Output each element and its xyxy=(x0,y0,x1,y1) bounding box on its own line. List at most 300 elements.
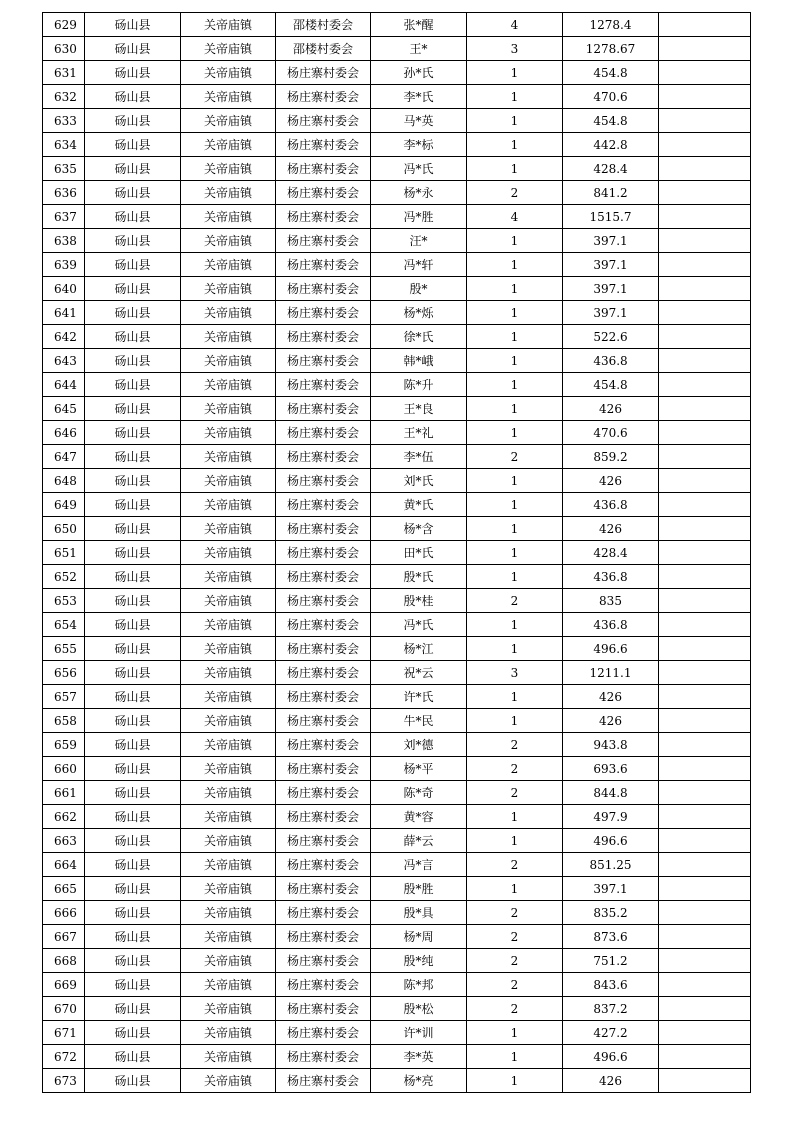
amount-cell: 454.8 xyxy=(563,61,659,85)
village-committee-cell: 杨庄寨村委会 xyxy=(276,661,371,685)
village-committee-cell: 杨庄寨村委会 xyxy=(276,1045,371,1069)
row-number-cell: 634 xyxy=(43,133,85,157)
name-cell: 殷* xyxy=(371,277,467,301)
county-cell: 砀山县 xyxy=(85,493,181,517)
county-cell: 砀山县 xyxy=(85,901,181,925)
town-cell: 关帝庙镇 xyxy=(181,277,276,301)
town-cell: 关帝庙镇 xyxy=(181,301,276,325)
table-row xyxy=(43,181,751,205)
table-row xyxy=(43,325,751,349)
row-number-cell: 644 xyxy=(43,373,85,397)
town-cell: 关帝庙镇 xyxy=(181,997,276,1021)
village-committee-cell: 杨庄寨村委会 xyxy=(276,973,371,997)
county-cell: 砀山县 xyxy=(85,133,181,157)
remarks-cell xyxy=(659,493,751,517)
table-row xyxy=(43,589,751,613)
town-cell: 关帝庙镇 xyxy=(181,1021,276,1045)
name-cell: 冯*胜 xyxy=(371,205,467,229)
village-committee-cell: 杨庄寨村委会 xyxy=(276,397,371,421)
village-committee-cell: 杨庄寨村委会 xyxy=(276,325,371,349)
name-cell: 杨*周 xyxy=(371,925,467,949)
household-size-cell: 1 xyxy=(467,133,563,157)
village-committee-cell: 杨庄寨村委会 xyxy=(276,469,371,493)
name-cell: 杨*平 xyxy=(371,757,467,781)
amount-cell: 397.1 xyxy=(563,229,659,253)
row-number-cell: 669 xyxy=(43,973,85,997)
household-size-cell: 1 xyxy=(467,565,563,589)
row-number-cell: 650 xyxy=(43,517,85,541)
name-cell: 殷*桂 xyxy=(371,589,467,613)
row-number-cell: 636 xyxy=(43,181,85,205)
county-cell: 砀山县 xyxy=(85,61,181,85)
village-committee-cell: 杨庄寨村委会 xyxy=(276,85,371,109)
amount-cell: 1515.7 xyxy=(563,205,659,229)
remarks-cell xyxy=(659,61,751,85)
table-row xyxy=(43,85,751,109)
remarks-cell xyxy=(659,757,751,781)
row-number-cell: 642 xyxy=(43,325,85,349)
town-cell: 关帝庙镇 xyxy=(181,157,276,181)
name-cell: 殷*纯 xyxy=(371,949,467,973)
village-committee-cell: 杨庄寨村委会 xyxy=(276,229,371,253)
name-cell: 杨*江 xyxy=(371,637,467,661)
county-cell: 砀山县 xyxy=(85,565,181,589)
table-row xyxy=(43,205,751,229)
county-cell: 砀山县 xyxy=(85,37,181,61)
town-cell: 关帝庙镇 xyxy=(181,637,276,661)
town-cell: 关帝庙镇 xyxy=(181,805,276,829)
village-committee-cell: 杨庄寨村委会 xyxy=(276,253,371,277)
amount-cell: 397.1 xyxy=(563,253,659,277)
village-committee-cell: 杨庄寨村委会 xyxy=(276,421,371,445)
table-row xyxy=(43,421,751,445)
town-cell: 关帝庙镇 xyxy=(181,181,276,205)
remarks-cell xyxy=(659,565,751,589)
county-cell: 砀山县 xyxy=(85,613,181,637)
household-size-cell: 1 xyxy=(467,109,563,133)
remarks-cell xyxy=(659,301,751,325)
row-number-cell: 645 xyxy=(43,397,85,421)
village-committee-cell: 杨庄寨村委会 xyxy=(276,1021,371,1045)
town-cell: 关帝庙镇 xyxy=(181,877,276,901)
county-cell: 砀山县 xyxy=(85,709,181,733)
town-cell: 关帝庙镇 xyxy=(181,565,276,589)
table-row xyxy=(43,757,751,781)
name-cell: 徐*氏 xyxy=(371,325,467,349)
county-cell: 砀山县 xyxy=(85,829,181,853)
county-cell: 砀山县 xyxy=(85,157,181,181)
household-size-cell: 1 xyxy=(467,85,563,109)
household-size-cell: 1 xyxy=(467,637,563,661)
household-size-cell: 1 xyxy=(467,517,563,541)
table-row xyxy=(43,517,751,541)
row-number-cell: 668 xyxy=(43,949,85,973)
row-number-cell: 632 xyxy=(43,85,85,109)
amount-cell: 1278.67 xyxy=(563,37,659,61)
amount-cell: 426 xyxy=(563,1069,659,1093)
row-number-cell: 673 xyxy=(43,1069,85,1093)
table-row xyxy=(43,301,751,325)
remarks-cell xyxy=(659,85,751,109)
remarks-cell xyxy=(659,157,751,181)
table-row xyxy=(43,1069,751,1093)
row-number-cell: 664 xyxy=(43,853,85,877)
household-size-cell: 2 xyxy=(467,997,563,1021)
household-size-cell: 3 xyxy=(467,37,563,61)
town-cell: 关帝庙镇 xyxy=(181,445,276,469)
table-row xyxy=(43,445,751,469)
county-cell: 砀山县 xyxy=(85,1021,181,1045)
county-cell: 砀山县 xyxy=(85,925,181,949)
village-committee-cell: 杨庄寨村委会 xyxy=(276,301,371,325)
village-committee-cell: 杨庄寨村委会 xyxy=(276,997,371,1021)
table-row xyxy=(43,925,751,949)
household-size-cell: 4 xyxy=(467,205,563,229)
table-row xyxy=(43,37,751,61)
town-cell: 关帝庙镇 xyxy=(181,61,276,85)
row-number-cell: 647 xyxy=(43,445,85,469)
household-size-cell: 2 xyxy=(467,949,563,973)
village-committee-cell: 杨庄寨村委会 xyxy=(276,613,371,637)
row-number-cell: 659 xyxy=(43,733,85,757)
table-row xyxy=(43,781,751,805)
county-cell: 砀山县 xyxy=(85,181,181,205)
household-size-cell: 1 xyxy=(467,421,563,445)
village-committee-cell: 杨庄寨村委会 xyxy=(276,157,371,181)
amount-cell: 436.8 xyxy=(563,613,659,637)
name-cell: 王*礼 xyxy=(371,421,467,445)
county-cell: 砀山县 xyxy=(85,469,181,493)
town-cell: 关帝庙镇 xyxy=(181,661,276,685)
household-size-cell: 1 xyxy=(467,541,563,565)
amount-cell: 851.25 xyxy=(563,853,659,877)
remarks-cell xyxy=(659,37,751,61)
row-number-cell: 643 xyxy=(43,349,85,373)
name-cell: 刘*德 xyxy=(371,733,467,757)
county-cell: 砀山县 xyxy=(85,301,181,325)
row-number-cell: 651 xyxy=(43,541,85,565)
county-cell: 砀山县 xyxy=(85,229,181,253)
table-row xyxy=(43,997,751,1021)
village-committee-cell: 邵楼村委会 xyxy=(276,37,371,61)
amount-cell: 454.8 xyxy=(563,373,659,397)
amount-cell: 943.8 xyxy=(563,733,659,757)
town-cell: 关帝庙镇 xyxy=(181,205,276,229)
table-row xyxy=(43,565,751,589)
table-row xyxy=(43,733,751,757)
town-cell: 关帝庙镇 xyxy=(181,973,276,997)
amount-cell: 843.6 xyxy=(563,973,659,997)
village-committee-cell: 杨庄寨村委会 xyxy=(276,685,371,709)
county-cell: 砀山县 xyxy=(85,757,181,781)
row-number-cell: 631 xyxy=(43,61,85,85)
remarks-cell xyxy=(659,589,751,613)
row-number-cell: 656 xyxy=(43,661,85,685)
table-row xyxy=(43,1045,751,1069)
table-body xyxy=(43,13,751,1093)
amount-cell: 841.2 xyxy=(563,181,659,205)
remarks-cell xyxy=(659,709,751,733)
town-cell: 关帝庙镇 xyxy=(181,397,276,421)
name-cell: 杨*亮 xyxy=(371,1069,467,1093)
county-cell: 砀山县 xyxy=(85,517,181,541)
household-size-cell: 2 xyxy=(467,589,563,613)
town-cell: 关帝庙镇 xyxy=(181,613,276,637)
table-row xyxy=(43,109,751,133)
town-cell: 关帝庙镇 xyxy=(181,925,276,949)
remarks-cell xyxy=(659,13,751,37)
county-cell: 砀山县 xyxy=(85,877,181,901)
name-cell: 杨*烁 xyxy=(371,301,467,325)
remarks-cell xyxy=(659,277,751,301)
household-size-cell: 2 xyxy=(467,901,563,925)
name-cell: 薛*云 xyxy=(371,829,467,853)
remarks-cell xyxy=(659,229,751,253)
amount-cell: 522.6 xyxy=(563,325,659,349)
row-number-cell: 663 xyxy=(43,829,85,853)
name-cell: 张*醒 xyxy=(371,13,467,37)
county-cell: 砀山县 xyxy=(85,325,181,349)
amount-cell: 751.2 xyxy=(563,949,659,973)
row-number-cell: 666 xyxy=(43,901,85,925)
table-row xyxy=(43,493,751,517)
town-cell: 关帝庙镇 xyxy=(181,709,276,733)
town-cell: 关帝庙镇 xyxy=(181,493,276,517)
town-cell: 关帝庙镇 xyxy=(181,901,276,925)
remarks-cell xyxy=(659,829,751,853)
row-number-cell: 667 xyxy=(43,925,85,949)
table-row xyxy=(43,373,751,397)
household-size-cell: 1 xyxy=(467,157,563,181)
name-cell: 李*氏 xyxy=(371,85,467,109)
village-committee-cell: 杨庄寨村委会 xyxy=(276,109,371,133)
household-size-cell: 1 xyxy=(467,829,563,853)
document-page xyxy=(42,12,750,1093)
remarks-cell xyxy=(659,181,751,205)
row-number-cell: 646 xyxy=(43,421,85,445)
town-cell: 关帝庙镇 xyxy=(181,469,276,493)
remarks-cell xyxy=(659,349,751,373)
village-committee-cell: 杨庄寨村委会 xyxy=(276,1069,371,1093)
name-cell: 冯*氏 xyxy=(371,613,467,637)
village-committee-cell: 杨庄寨村委会 xyxy=(276,709,371,733)
table-row xyxy=(43,541,751,565)
remarks-cell xyxy=(659,949,751,973)
table-row xyxy=(43,277,751,301)
name-cell: 牛*民 xyxy=(371,709,467,733)
remarks-cell xyxy=(659,853,751,877)
county-cell: 砀山县 xyxy=(85,685,181,709)
town-cell: 关帝庙镇 xyxy=(181,757,276,781)
county-cell: 砀山县 xyxy=(85,1069,181,1093)
row-number-cell: 649 xyxy=(43,493,85,517)
remarks-cell xyxy=(659,469,751,493)
village-committee-cell: 邵楼村委会 xyxy=(276,13,371,37)
county-cell: 砀山县 xyxy=(85,973,181,997)
remarks-cell xyxy=(659,397,751,421)
row-number-cell: 629 xyxy=(43,13,85,37)
village-committee-cell: 杨庄寨村委会 xyxy=(276,589,371,613)
table-row xyxy=(43,901,751,925)
town-cell: 关帝庙镇 xyxy=(181,13,276,37)
amount-cell: 427.2 xyxy=(563,1021,659,1045)
household-size-cell: 1 xyxy=(467,1045,563,1069)
name-cell: 韩*峨 xyxy=(371,349,467,373)
row-number-cell: 641 xyxy=(43,301,85,325)
town-cell: 关帝庙镇 xyxy=(181,253,276,277)
name-cell: 杨*永 xyxy=(371,181,467,205)
amount-cell: 426 xyxy=(563,517,659,541)
household-size-cell: 2 xyxy=(467,973,563,997)
table-row xyxy=(43,133,751,157)
name-cell: 汪* xyxy=(371,229,467,253)
remarks-cell xyxy=(659,205,751,229)
amount-cell: 496.6 xyxy=(563,637,659,661)
village-committee-cell: 杨庄寨村委会 xyxy=(276,901,371,925)
village-committee-cell: 杨庄寨村委会 xyxy=(276,493,371,517)
remarks-cell xyxy=(659,997,751,1021)
village-committee-cell: 杨庄寨村委会 xyxy=(276,205,371,229)
row-number-cell: 671 xyxy=(43,1021,85,1045)
town-cell: 关帝庙镇 xyxy=(181,589,276,613)
amount-cell: 470.6 xyxy=(563,421,659,445)
name-cell: 许*氏 xyxy=(371,685,467,709)
household-size-cell: 3 xyxy=(467,661,563,685)
county-cell: 砀山县 xyxy=(85,373,181,397)
row-number-cell: 662 xyxy=(43,805,85,829)
town-cell: 关帝庙镇 xyxy=(181,325,276,349)
amount-cell: 442.8 xyxy=(563,133,659,157)
name-cell: 冯*言 xyxy=(371,853,467,877)
remarks-cell xyxy=(659,733,751,757)
household-size-cell: 1 xyxy=(467,877,563,901)
county-cell: 砀山县 xyxy=(85,277,181,301)
amount-cell: 426 xyxy=(563,685,659,709)
village-committee-cell: 杨庄寨村委会 xyxy=(276,853,371,877)
table-row xyxy=(43,973,751,997)
table-row xyxy=(43,1021,751,1045)
household-size-cell: 1 xyxy=(467,373,563,397)
name-cell: 王*良 xyxy=(371,397,467,421)
row-number-cell: 670 xyxy=(43,997,85,1021)
household-size-cell: 1 xyxy=(467,325,563,349)
amount-cell: 426 xyxy=(563,709,659,733)
town-cell: 关帝庙镇 xyxy=(181,373,276,397)
remarks-cell xyxy=(659,613,751,637)
remarks-cell xyxy=(659,445,751,469)
name-cell: 冯*轩 xyxy=(371,253,467,277)
amount-cell: 496.6 xyxy=(563,1045,659,1069)
amount-cell: 436.8 xyxy=(563,565,659,589)
table-row xyxy=(43,853,751,877)
county-cell: 砀山县 xyxy=(85,781,181,805)
name-cell: 李*伍 xyxy=(371,445,467,469)
amount-cell: 1211.1 xyxy=(563,661,659,685)
row-number-cell: 665 xyxy=(43,877,85,901)
name-cell: 李*英 xyxy=(371,1045,467,1069)
household-size-cell: 2 xyxy=(467,733,563,757)
records-table xyxy=(42,12,751,1093)
town-cell: 关帝庙镇 xyxy=(181,1045,276,1069)
town-cell: 关帝庙镇 xyxy=(181,949,276,973)
row-number-cell: 661 xyxy=(43,781,85,805)
amount-cell: 837.2 xyxy=(563,997,659,1021)
town-cell: 关帝庙镇 xyxy=(181,349,276,373)
household-size-cell: 2 xyxy=(467,853,563,877)
town-cell: 关帝庙镇 xyxy=(181,229,276,253)
household-size-cell: 1 xyxy=(467,229,563,253)
village-committee-cell: 杨庄寨村委会 xyxy=(276,181,371,205)
name-cell: 王* xyxy=(371,37,467,61)
household-size-cell: 1 xyxy=(467,805,563,829)
county-cell: 砀山县 xyxy=(85,1045,181,1069)
name-cell: 冯*氏 xyxy=(371,157,467,181)
county-cell: 砀山县 xyxy=(85,733,181,757)
table-row xyxy=(43,229,751,253)
name-cell: 许*训 xyxy=(371,1021,467,1045)
table-row xyxy=(43,685,751,709)
table-row xyxy=(43,349,751,373)
amount-cell: 835 xyxy=(563,589,659,613)
household-size-cell: 1 xyxy=(467,613,563,637)
town-cell: 关帝庙镇 xyxy=(181,37,276,61)
name-cell: 田*氏 xyxy=(371,541,467,565)
household-size-cell: 2 xyxy=(467,181,563,205)
row-number-cell: 638 xyxy=(43,229,85,253)
county-cell: 砀山县 xyxy=(85,445,181,469)
town-cell: 关帝庙镇 xyxy=(181,829,276,853)
county-cell: 砀山县 xyxy=(85,949,181,973)
remarks-cell xyxy=(659,109,751,133)
household-size-cell: 4 xyxy=(467,13,563,37)
county-cell: 砀山县 xyxy=(85,661,181,685)
remarks-cell xyxy=(659,781,751,805)
table-row xyxy=(43,613,751,637)
table-row xyxy=(43,157,751,181)
county-cell: 砀山县 xyxy=(85,805,181,829)
village-committee-cell: 杨庄寨村委会 xyxy=(276,805,371,829)
household-size-cell: 1 xyxy=(467,349,563,373)
row-number-cell: 637 xyxy=(43,205,85,229)
table-row xyxy=(43,13,751,37)
table-row xyxy=(43,61,751,85)
name-cell: 李*标 xyxy=(371,133,467,157)
amount-cell: 397.1 xyxy=(563,277,659,301)
table-row xyxy=(43,805,751,829)
amount-cell: 397.1 xyxy=(563,301,659,325)
table-row xyxy=(43,397,751,421)
remarks-cell xyxy=(659,805,751,829)
name-cell: 祝*云 xyxy=(371,661,467,685)
town-cell: 关帝庙镇 xyxy=(181,133,276,157)
remarks-cell xyxy=(659,253,751,277)
village-committee-cell: 杨庄寨村委会 xyxy=(276,757,371,781)
amount-cell: 436.8 xyxy=(563,349,659,373)
village-committee-cell: 杨庄寨村委会 xyxy=(276,541,371,565)
amount-cell: 835.2 xyxy=(563,901,659,925)
name-cell: 黄*容 xyxy=(371,805,467,829)
county-cell: 砀山县 xyxy=(85,541,181,565)
row-number-cell: 672 xyxy=(43,1045,85,1069)
village-committee-cell: 杨庄寨村委会 xyxy=(276,829,371,853)
name-cell: 马*英 xyxy=(371,109,467,133)
amount-cell: 859.2 xyxy=(563,445,659,469)
row-number-cell: 630 xyxy=(43,37,85,61)
amount-cell: 470.6 xyxy=(563,85,659,109)
table-row xyxy=(43,253,751,277)
name-cell: 黄*氏 xyxy=(371,493,467,517)
household-size-cell: 2 xyxy=(467,445,563,469)
